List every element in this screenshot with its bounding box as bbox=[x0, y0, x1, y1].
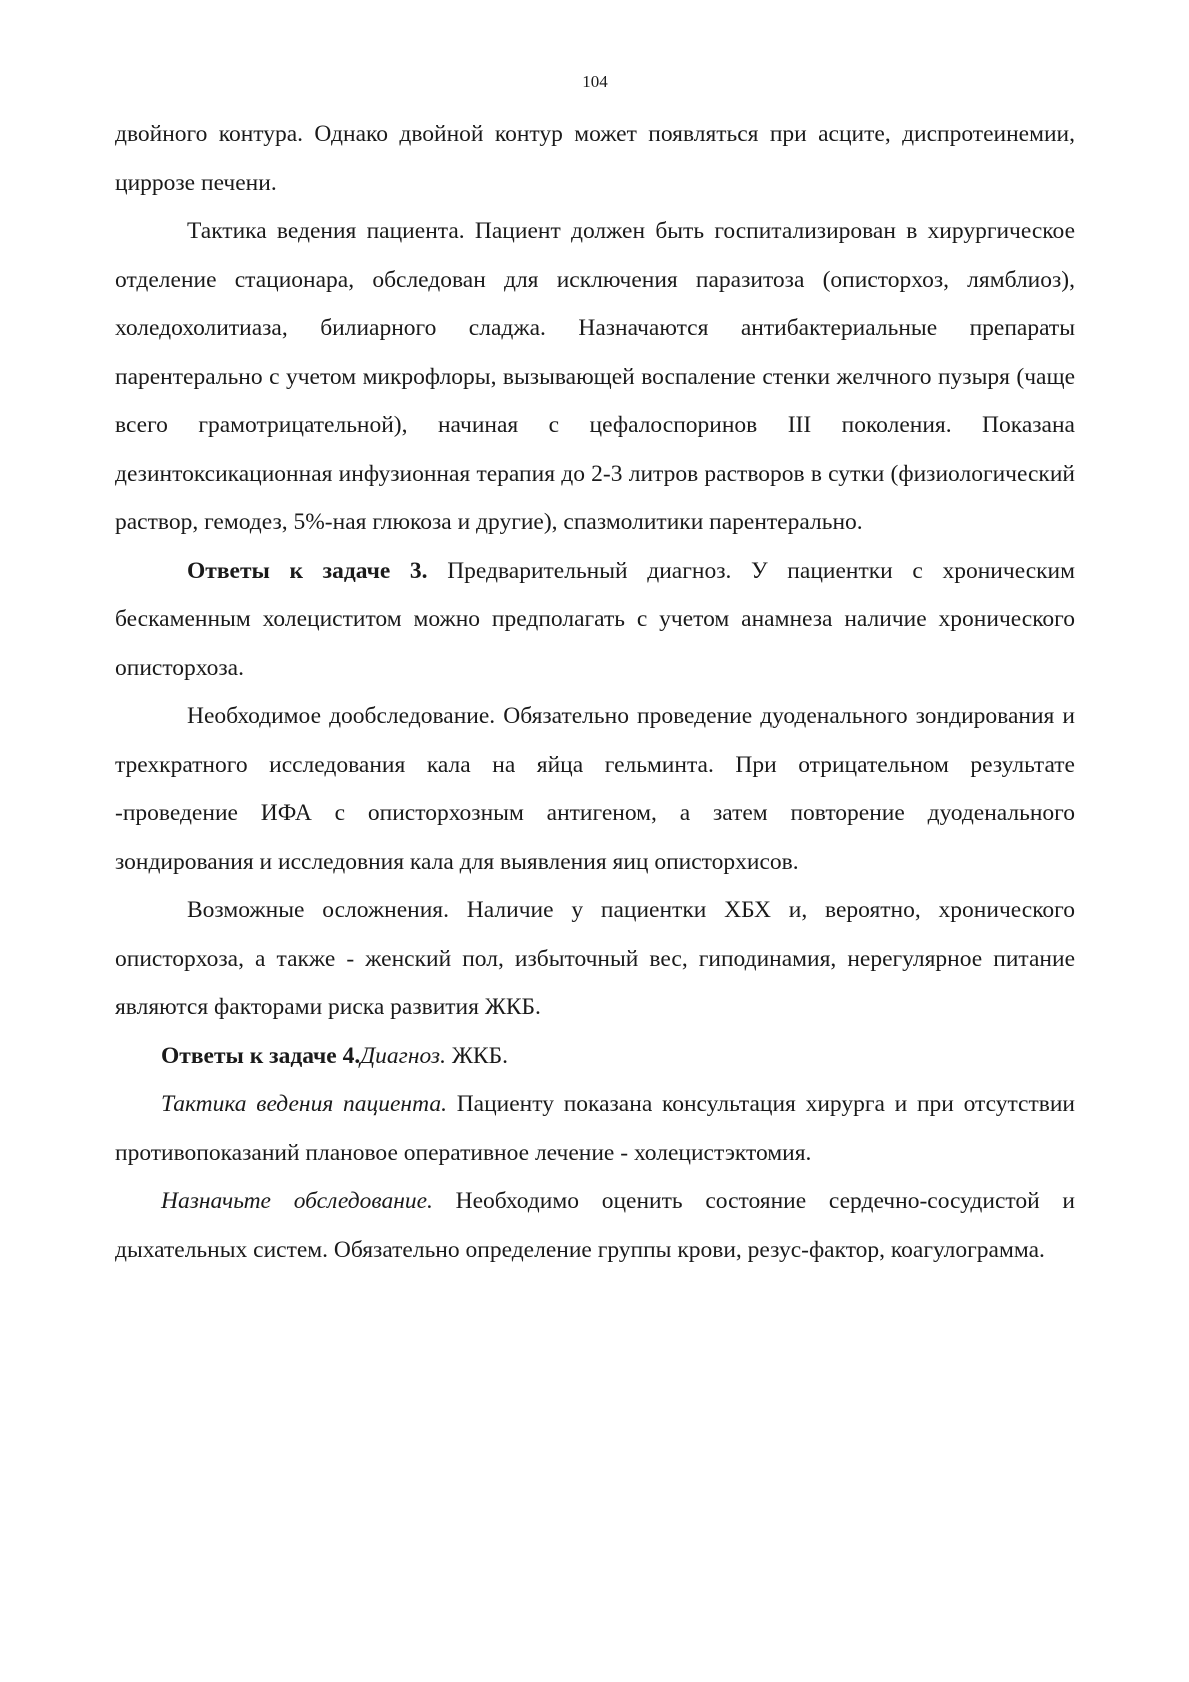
paragraph-4: Необходимое дообследование. Обязательно проведение дуоденального зондирования и трехкратного исследования кала на яйца гельминта. При отрицательном результате -проведение ИФА с описторхозным антигеном, а затем повторение дуоденального зондирования и исследовния кала для выявления яиц описторхисов. bbox=[115, 703, 1075, 875]
paragraph-6 bbox=[115, 1032, 1075, 1081]
tactics-text: Пациенту показана консультация хирурга и при отсутствии противопоказаний плановое оперативное лечение - холецистэктомия. bbox=[115, 1091, 1075, 1166]
examination-label: Назначьте обследование. bbox=[161, 1188, 433, 1214]
page-number: 104 bbox=[582, 72, 608, 91]
answer-heading-3: Ответы к задаче 3. bbox=[187, 557, 428, 584]
paragraph-2: Тактика ведения пациента. Пациент должен быть госпитализирован в хирургическое отделение стационара, обследован для исключения паразитоза (описторхоз, лямблиоз), холедохолитиаза, билиарного сладжа. Назначаются антибактериальные препараты парентерально с учетом микрофлоры, вызывающей воспаление стенки желчного пузыря (чаще всего грамотрицательной), начиная с цефалоспоринов III поколения. Показана дезинтоксикационная инфузионная терапия до 2-3 литров растворов в сутки (физиологический раствор, гемодез, 5%-ная глюкоза и другие), спазмолитики парентерально. bbox=[115, 218, 1075, 535]
paragraph-3 bbox=[115, 547, 1075, 693]
paragraph-8 bbox=[115, 1177, 1075, 1274]
body-text bbox=[115, 110, 1075, 1274]
diagnosis-text: ЖКБ. bbox=[445, 1042, 508, 1069]
paragraph-3-text: Предварительный диагноз. У пациентки с хроническим бескаменным холециститом можно предполагать с учетом анамнеза наличие хронического описторхоза. bbox=[115, 557, 1076, 681]
answer-heading-4: Ответы к задаче 4. bbox=[161, 1042, 361, 1069]
paragraph-1: двойного контура. Однако двойной контур может появляться при асците, диспротеинемии, циррозе печени. bbox=[115, 121, 1075, 196]
examination-text: Необходимо оценить состояние сердечно-сосудистой и дыхательных систем. Обязательно определение группы крови, резус-фактор, коагулограмма. bbox=[115, 1188, 1075, 1263]
tactics-label: Тактика ведения пациента. bbox=[161, 1091, 447, 1117]
paragraph-5: Возможные осложнения. Наличие у пациентки ХБХ и, вероятно, хронического описторхоза, а также - женский пол, избыточный вес, гиподинамия, нерегулярное питание являются факторами риска развития ЖКБ. bbox=[115, 897, 1075, 1020]
paragraph-7 bbox=[115, 1080, 1075, 1177]
diagnosis-label: Диагноз. bbox=[360, 1042, 446, 1069]
